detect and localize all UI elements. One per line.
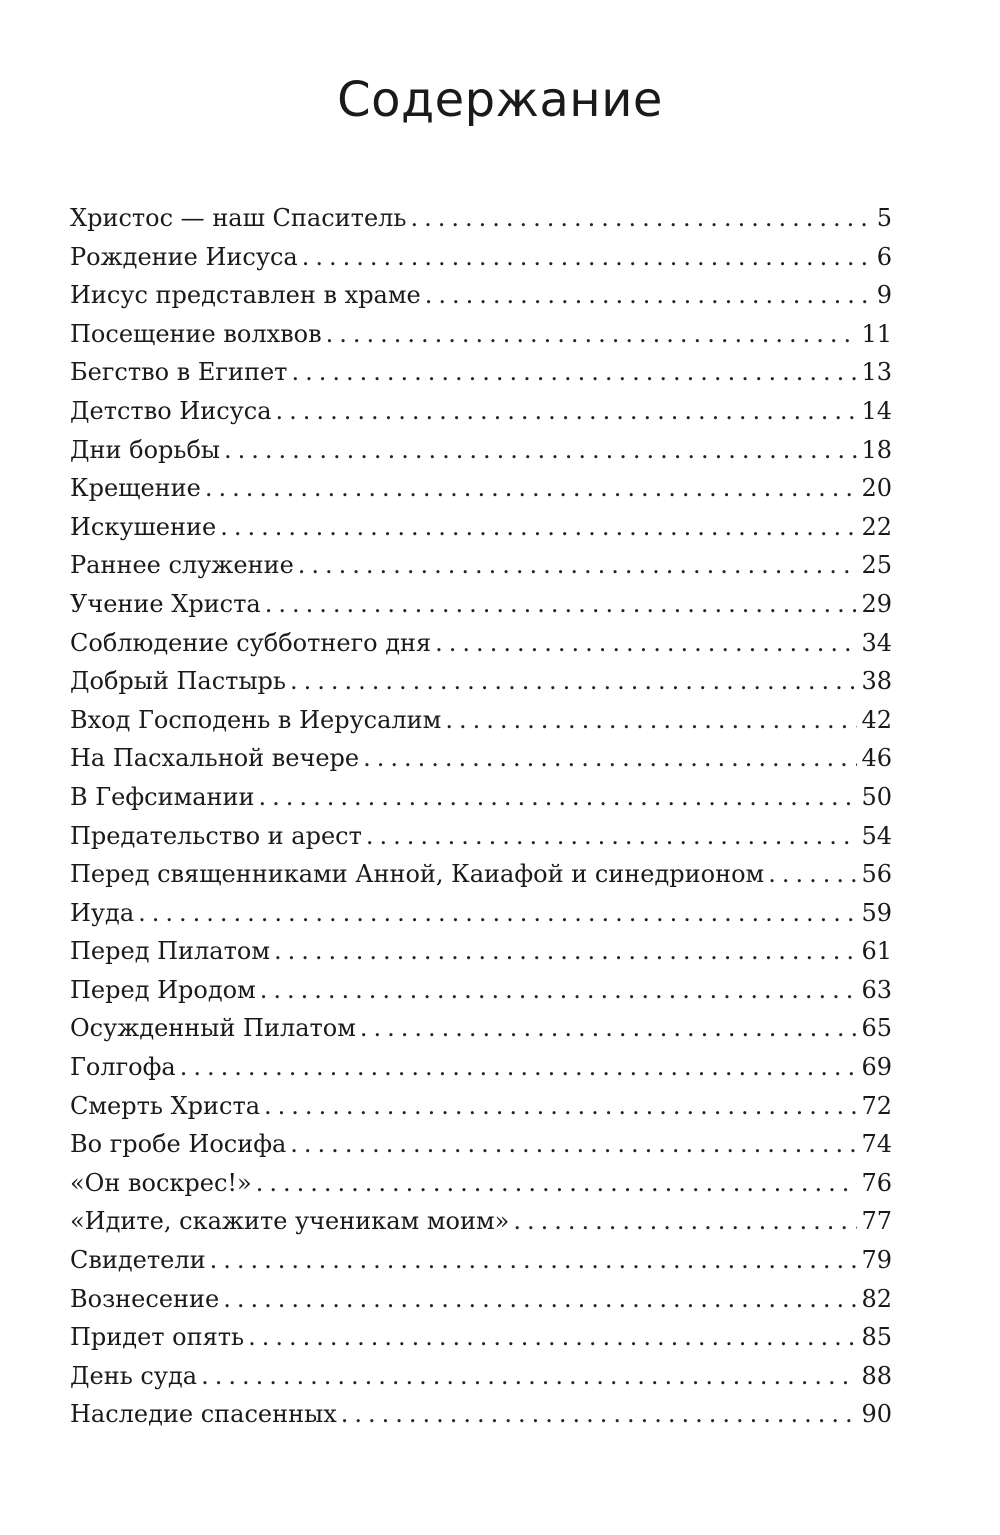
toc-entry[interactable] bbox=[70, 1280, 892, 1319]
toc-entry-page-number: 82 bbox=[861, 1284, 892, 1313]
toc-entry-title[interactable]: Вознесение bbox=[70, 1284, 220, 1313]
dot-leader bbox=[205, 469, 858, 508]
toc-entry-page-number: 42 bbox=[861, 705, 892, 734]
toc-entry-page-number: 46 bbox=[861, 744, 892, 773]
toc-entry-title[interactable]: Свидетели bbox=[70, 1246, 206, 1275]
toc-entry-page-number: 6 bbox=[876, 242, 892, 271]
toc-entry[interactable] bbox=[70, 431, 892, 470]
toc-entry-title[interactable]: Дни борьбы bbox=[70, 435, 221, 464]
toc-entry-title[interactable]: Бегство в Египет bbox=[70, 358, 288, 387]
toc-entry-page-number: 18 bbox=[861, 435, 892, 464]
toc-entry-title[interactable]: Осужденный Пилатом bbox=[70, 1014, 356, 1043]
dot-leader bbox=[291, 353, 857, 392]
toc-entry-page-number: 90 bbox=[861, 1400, 892, 1429]
dot-leader bbox=[435, 624, 857, 663]
toc-entry-page-number: 56 bbox=[861, 860, 892, 889]
dot-leader bbox=[274, 932, 857, 971]
toc-entry[interactable] bbox=[70, 353, 892, 392]
dot-leader bbox=[260, 971, 858, 1010]
dot-leader bbox=[363, 739, 857, 778]
toc-entry[interactable] bbox=[70, 1048, 892, 1087]
toc-entry-page-number: 72 bbox=[861, 1091, 892, 1120]
dot-leader bbox=[180, 1048, 858, 1087]
toc-entry-title[interactable]: Во гробе Иосифа bbox=[70, 1130, 287, 1159]
toc-entry[interactable] bbox=[70, 817, 892, 856]
toc-entry[interactable] bbox=[70, 739, 892, 778]
dot-leader bbox=[366, 817, 858, 856]
toc-entry-page-number: 13 bbox=[861, 358, 892, 387]
toc-entry[interactable] bbox=[70, 276, 892, 315]
toc-entry-title[interactable]: Перед священниками Анной, Каиафой и синедрионом bbox=[70, 860, 765, 889]
dot-leader bbox=[265, 585, 858, 624]
toc-entry[interactable] bbox=[70, 894, 892, 933]
dot-leader bbox=[276, 392, 858, 431]
toc-entry[interactable] bbox=[70, 701, 892, 740]
dot-leader bbox=[210, 1241, 858, 1280]
toc-entry-page-number: 59 bbox=[861, 898, 892, 927]
toc-entry[interactable] bbox=[70, 1395, 892, 1434]
toc-entry-page-number: 54 bbox=[861, 821, 892, 850]
toc-entry[interactable] bbox=[70, 238, 892, 277]
toc-entry-title[interactable]: Посещение волхвов bbox=[70, 319, 322, 348]
dot-leader bbox=[264, 1087, 857, 1126]
toc-entry-title[interactable]: Рождение Иисуса bbox=[70, 242, 298, 271]
toc-entry[interactable] bbox=[70, 971, 892, 1010]
dot-leader bbox=[341, 1395, 858, 1434]
toc-entry-title[interactable]: Придет опять bbox=[70, 1323, 245, 1352]
dot-leader bbox=[360, 1009, 858, 1048]
toc-entry-title[interactable]: Перед Пилатом bbox=[70, 937, 270, 966]
toc-entry-title[interactable]: Иуда bbox=[70, 898, 135, 927]
page-title: Содержание bbox=[337, 72, 663, 128]
toc-entry[interactable] bbox=[70, 1318, 892, 1357]
toc-entry[interactable] bbox=[70, 1087, 892, 1126]
toc-entry-page-number: 20 bbox=[861, 474, 892, 503]
dot-leader bbox=[138, 894, 857, 933]
toc-entry-page-number: 25 bbox=[861, 551, 892, 580]
toc-entry-page-number: 22 bbox=[861, 512, 892, 541]
toc-entry[interactable] bbox=[70, 1357, 892, 1396]
dot-leader bbox=[410, 199, 872, 238]
toc-entry[interactable] bbox=[70, 508, 892, 547]
toc-entry[interactable] bbox=[70, 1164, 892, 1203]
toc-entry-page-number: 34 bbox=[861, 628, 892, 657]
toc-entry-title[interactable]: Иисус представлен в храме bbox=[70, 281, 421, 310]
toc-entry[interactable] bbox=[70, 199, 892, 238]
toc-entry-title[interactable]: На Пасхальной вечере bbox=[70, 744, 360, 773]
toc-entry[interactable] bbox=[70, 1125, 892, 1164]
dot-leader bbox=[259, 778, 858, 817]
dot-leader bbox=[201, 1357, 857, 1396]
dot-leader bbox=[256, 1164, 858, 1203]
toc-entry-title[interactable]: Добрый Пастырь bbox=[70, 667, 286, 696]
toc-entry[interactable] bbox=[70, 624, 892, 663]
toc-entry-page-number: 50 bbox=[861, 782, 892, 811]
toc-entry-page-number: 38 bbox=[861, 667, 892, 696]
toc-entry-page-number: 77 bbox=[861, 1207, 892, 1236]
toc-entry-page-number: 69 bbox=[861, 1053, 892, 1082]
dot-leader bbox=[326, 315, 858, 354]
dot-leader bbox=[302, 238, 873, 277]
toc-entry-title[interactable]: Вход Господень в Иерусалим bbox=[70, 705, 442, 734]
toc-entry-title[interactable]: Детство Иисуса bbox=[70, 396, 272, 425]
dot-leader bbox=[513, 1202, 857, 1241]
dot-leader bbox=[290, 1125, 857, 1164]
toc-entry-page-number: 14 bbox=[861, 396, 892, 425]
toc-entry-title[interactable]: Соблюдение субботнего дня bbox=[70, 628, 432, 657]
toc-entry-page-number: 61 bbox=[861, 937, 892, 966]
toc-entry-title[interactable]: Учение Христа bbox=[70, 589, 261, 618]
toc-entry[interactable] bbox=[70, 585, 892, 624]
toc-entry[interactable] bbox=[70, 1009, 892, 1048]
toc-entry[interactable] bbox=[70, 315, 892, 354]
toc-entry[interactable] bbox=[70, 778, 892, 817]
toc-entry-page-number: 76 bbox=[861, 1168, 892, 1197]
toc-entry[interactable] bbox=[70, 392, 892, 431]
toc-entry-page-number: 88 bbox=[861, 1361, 892, 1390]
toc-entry-title[interactable]: В Гефсимании bbox=[70, 782, 255, 811]
toc-entry-page-number: 63 bbox=[861, 975, 892, 1004]
toc-entry-page-number: 11 bbox=[861, 319, 892, 348]
toc-entry-title[interactable]: Христос — наш Спаситель bbox=[70, 204, 407, 232]
toc-entry-page-number: 74 bbox=[861, 1130, 892, 1159]
toc-entry-title[interactable]: Крещение bbox=[70, 474, 201, 503]
dot-leader bbox=[223, 1280, 857, 1319]
dot-leader bbox=[298, 546, 858, 585]
toc-entry-title[interactable]: Смерть Христа bbox=[70, 1091, 261, 1120]
toc-entry[interactable] bbox=[70, 1241, 892, 1280]
dot-leader bbox=[425, 276, 873, 315]
toc-entry-page-number: 5 bbox=[876, 204, 892, 232]
dot-leader bbox=[248, 1318, 857, 1357]
dot-leader bbox=[224, 431, 857, 470]
toc-entry-page-number: 79 bbox=[861, 1246, 892, 1275]
toc-entry-title[interactable]: «Идите, скажите ученикам моим» bbox=[70, 1207, 510, 1236]
toc-entry[interactable] bbox=[70, 855, 892, 894]
toc-entry-page-number: 85 bbox=[861, 1323, 892, 1352]
toc-entry[interactable] bbox=[70, 546, 892, 585]
dot-leader bbox=[768, 855, 857, 894]
toc-entry[interactable] bbox=[70, 662, 892, 701]
dot-leader bbox=[220, 508, 857, 547]
toc-entry[interactable] bbox=[70, 932, 892, 971]
toc-entry-title[interactable]: Искушение bbox=[70, 512, 217, 541]
toc-entry[interactable] bbox=[70, 1202, 892, 1241]
toc-entry-title[interactable]: Перед Иродом bbox=[70, 975, 256, 1004]
toc-entry-title[interactable]: Голгофа bbox=[70, 1053, 176, 1082]
dot-leader bbox=[445, 701, 857, 740]
dot-leader bbox=[290, 662, 857, 701]
toc-entry-title[interactable]: «Он воскрес!» bbox=[70, 1168, 252, 1197]
table-of-contents bbox=[70, 199, 892, 1434]
toc-entry-title[interactable]: День суда bbox=[70, 1361, 198, 1390]
toc-entry-title[interactable]: Раннее служение bbox=[70, 551, 294, 580]
toc-entry-page-number: 65 bbox=[861, 1014, 892, 1043]
toc-entry-page-number: 29 bbox=[861, 589, 892, 618]
toc-entry[interactable] bbox=[70, 469, 892, 508]
toc-entry-page-number: 9 bbox=[876, 281, 892, 310]
toc-entry-title[interactable]: Предательство и арест bbox=[70, 821, 362, 850]
toc-entry-title[interactable]: Наследие спасенных bbox=[70, 1400, 337, 1429]
